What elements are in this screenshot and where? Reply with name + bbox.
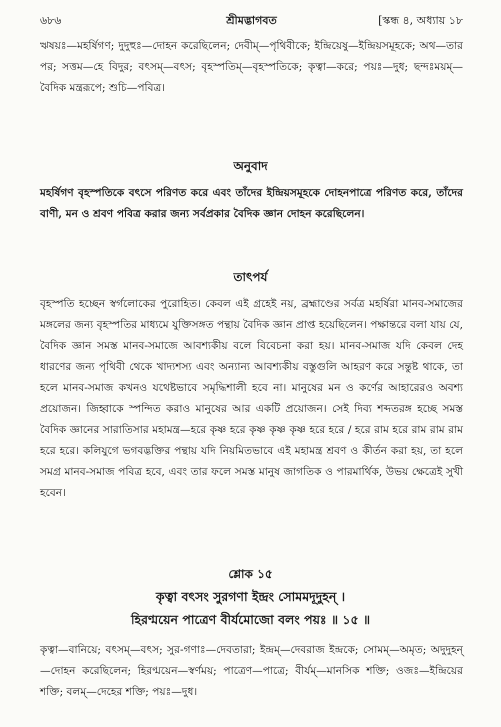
page-number: ৬৮৬ (40, 14, 62, 27)
translation-heading: অনুবাদ (233, 159, 268, 173)
synonyms-top: ঋষয়ঃ—মহর্ষিগণ; দুদুহুঃ—দোহন করেছিলেন; দেবীম্—পৃথিবীকে; ইন্দ্রিয়েষু—ইন্দ্রিয়সমূহকে; অথ—তার পর; সত্তম—হে বিদুর; বৎসম্—বৎস; বৃহস্পতিম্—বৃহস্পতিকে; কৃত্বা—করে; পয়ঃ—দুধ; ছন্দঃময়ম্—বৈদিক মন্ত্ররূপে; শুচি—পবিত্র। (40, 40, 463, 94)
page-header (40, 10, 463, 30)
verse-heading: শ্লোক ১৫ (228, 567, 273, 581)
book-title: শ্রীমদ্ভাগবত (226, 14, 277, 27)
synonyms-bottom: কৃত্বা—বানিয়ে; বৎসম্—বৎস; সুর-গণাঃ—দেবতারা; ইন্দ্রম্—দেবরাজ ইন্দ্রকে; সোমম্—অমৃত; অদুদুহন্—দোহন করেছিলেন; হিরণ্ময়েন—স্বর্ণময়; পাত্রেণ—পাত্রে; বীর্যম্—মানসিক শক্তি; ওজঃ—ইন্দ্রিয়ের শক্তি; বলম্—দেহের শক্তি; পয়ঃ—দুধ। (40, 644, 463, 698)
verse-line-1: কৃত্বা বৎসং সুরগণা ইন্দ্রং সোমমদূদুহন্ । (155, 589, 346, 604)
verse-line-2: হিরণ্ময়েন পাত্রেণ বীর্যমোজো বলং পয়ঃ ॥ ১৫ ॥ (130, 612, 371, 627)
purport-heading: তাৎপর্য (233, 270, 268, 284)
purport-text: বৃহস্পতি হচ্ছেন স্বর্গলোকের পুরোহিত। কেবল এই গ্রহেই নয়, ব্রহ্মাণ্ডের সর্বত্র মহর্ষিরা মানব-সমাজের মঙ্গলের জন্য বৃহস্পতির মাধ্যমে যুক্তিসঙ্গত পন্থায় বৈদিক জ্ঞান প্রাপ্ত হয়েছিলেন। পক্ষান্তরে বলা যায় যে, বৈদিক জ্ঞান সমস্ত মানব-সমাজে আবশ্যকীয় বলে বিবেচনা করা হয়। মানব-সমাজ যদি কেবল দেহ ধারণের জন্য পৃথিবী থেকে খাদ্যশস্য এবং অন্যান্য আবশ্যকীয় বস্তুগুলি আহরণ করে সন্তুষ্ট থাকে, তা হলে মানব-সমাজ কখনও যথেষ্টভাবে সমৃদ্ধিশালী হবে না। মানুষের মন ও কর্ণের আহারেরও অবশ্য প্রয়োজন। জিহ্বাকে স্পন্দিত করাও মানুষের আর একটি প্রয়োজন। সেই দিব্য শব্দতরঙ্গ হচ্ছে সমস্ত বৈদিক জ্ঞানের সারাতিসার মহামন্ত্র—হরে কৃষ্ণ হরে কৃষ্ণ কৃষ্ণ কৃষ্ণ হরে হরে / হরে রাম হরে রাম রাম রাম হরে হরে। কলিযুগে ভগবদ্ভক্তির পন্থায় যদি নিয়মিতভাবে এই মহামন্ত্র শ্রবণ ও কীর্তন করা হয়, তা হলে সমগ্র মানব-সমাজ পবিত্র হবে, এবং তার ফলে সমস্ত মানুষ জাগতিক ও পারমার্থিক, উভয় ক্ষেত্রেই সুখী হবেন। (40, 298, 463, 499)
chapter-reference: [স্কন্ধ ৪, অধ্যায় ১৮ (378, 14, 463, 27)
translation-text: মহর্ষিগণ বৃহস্পতিকে বৎসে পরিণত করে এবং তাঁদের ইন্দ্রিয়সমূহকে দোহনপাত্রে পরিণত করে, তাঁদের বাণী, মন ও শ্রবণ পবিত্র করার জন্য সর্বপ্রকার বৈদিক জ্ঞান দোহন করেছিলেন। (40, 187, 463, 220)
